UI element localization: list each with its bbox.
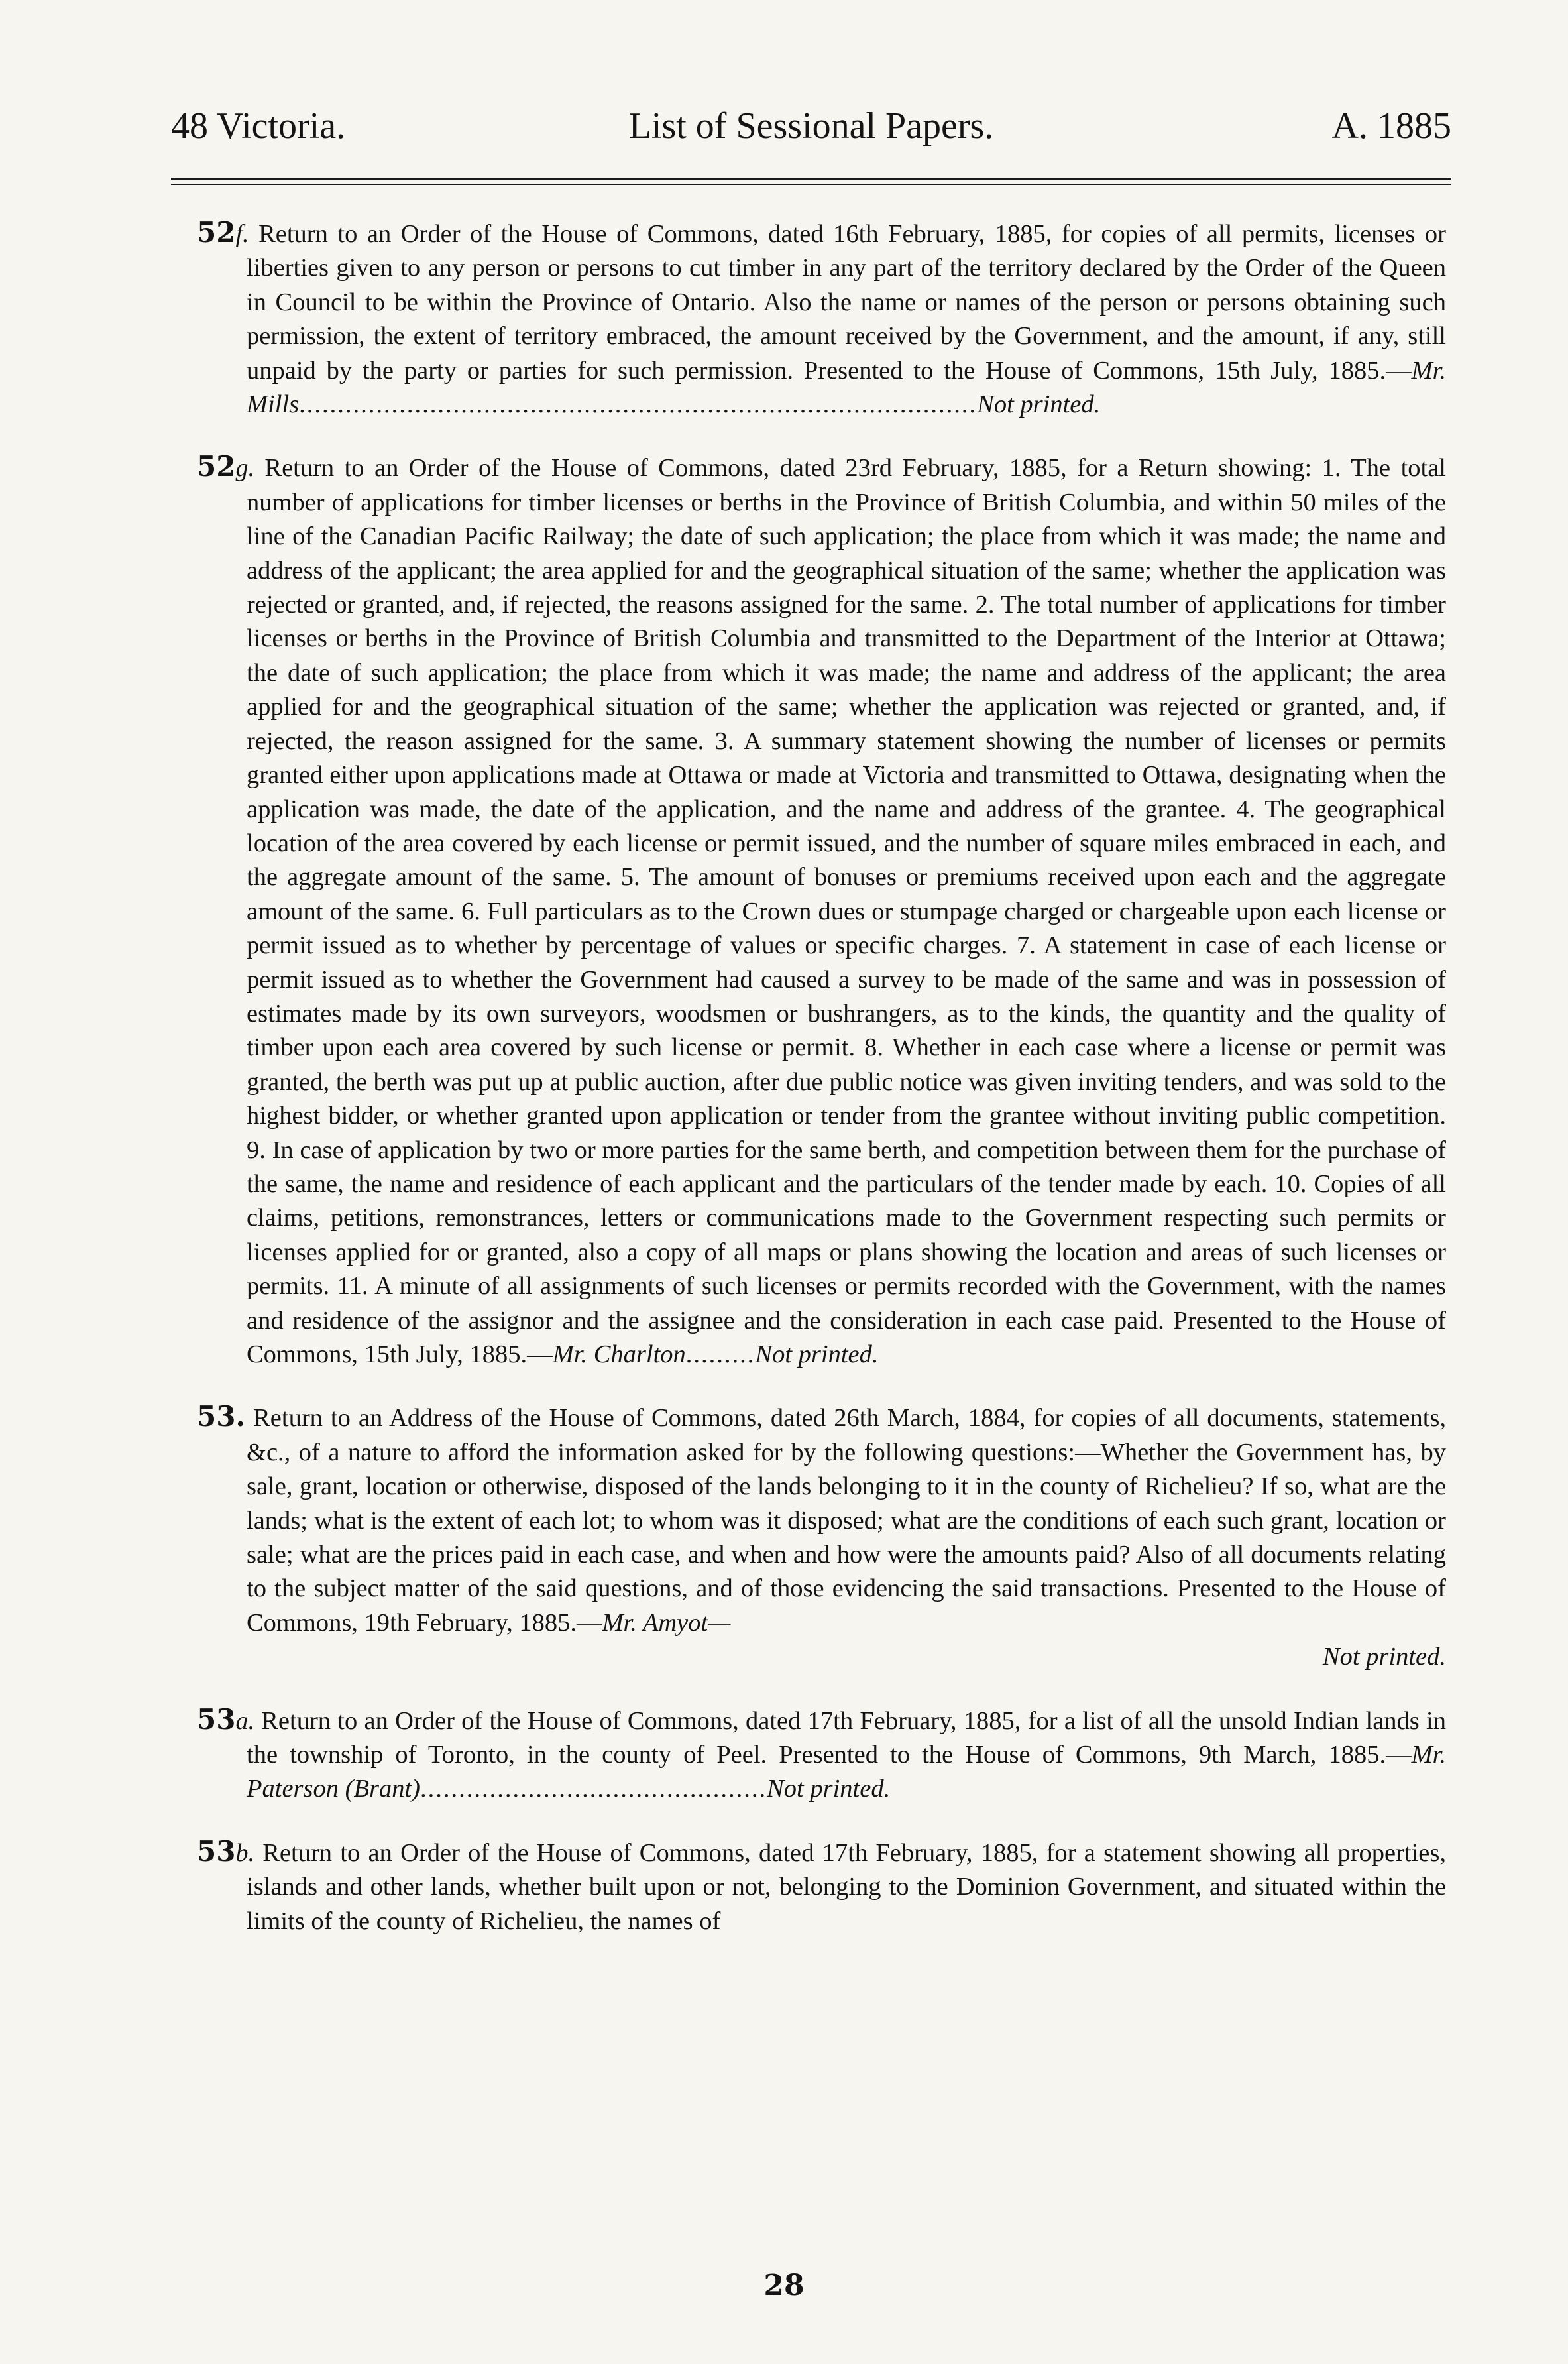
entry-paragraph xyxy=(197,1834,1447,1938)
leader-dots: ......... xyxy=(685,1340,756,1368)
entry-52f xyxy=(197,215,1447,422)
entry-53a xyxy=(197,1702,1446,1806)
header-title: List of Sessional Papers. xyxy=(628,105,994,147)
entry-52g xyxy=(197,449,1446,1372)
entry-number: 53. xyxy=(197,1400,246,1433)
leader-dots: ............................................. xyxy=(420,1775,767,1803)
entry-number: 52g. xyxy=(197,450,254,483)
entry-number: 53a. xyxy=(197,1702,254,1736)
entry-number: 53b. xyxy=(197,1834,254,1867)
entry-status: Not printed. xyxy=(1322,1643,1446,1671)
entry-mover: Mr. Amyot— xyxy=(602,1608,731,1637)
entry-text: Return to an Order of the House of Commons, dated 16th February, 1885, for copies of all permits, licenses or liberties given to any person or persons to cut timber in any part of the territory declared by the Order of the Queen in Council to be within the Province of Ontario. Also the name or names of the person or persons obtaining such permission, the extent of territory embraced, the amount received by the Government, and the amount, if any, still unpaid by the party or parties for such permission. Presented to the House of Commons, 15th July, 1885.— xyxy=(247,220,1447,384)
header-double-rule xyxy=(171,178,1451,185)
entry-text: Return to an Order of the House of Commons, dated 17th February, 1885, for a list of all the unsold Indian lands in the township of Toronto, in the county of Peel. Presented to the House of Commons, 9th March, 1885.— xyxy=(247,1706,1446,1769)
entry-number: 52f. xyxy=(197,216,249,249)
entry-paragraph xyxy=(197,215,1447,422)
entry-paragraph xyxy=(197,449,1446,1372)
entry-mover: Mr. Charlton xyxy=(552,1340,686,1368)
header-year: A. 1885 xyxy=(1331,105,1451,147)
entry-mover: Mr. Paterson (Brant) xyxy=(247,1741,1446,1803)
page-number: 28 xyxy=(763,2269,805,2302)
leader-dots: ........................................................................................ xyxy=(299,390,978,419)
entry-paragraph xyxy=(197,1399,1446,1674)
entry-mover: Mr. Mills xyxy=(247,356,1446,419)
entry-text: Return to an Order of the House of Commons, dated 17th February, 1885, for a statement showing all properties, islands and other lands, whether built upon or not, belonging to the Dominion Government, and situated within the limits of the county of Richelieu, the names of xyxy=(247,1838,1447,1935)
header-session: 48 Victoria. xyxy=(171,105,346,147)
entry-status: Not printed. xyxy=(977,390,1101,419)
entry-status: Not printed. xyxy=(767,1775,891,1803)
entry-status: Not printed. xyxy=(755,1340,879,1368)
entry-53 xyxy=(197,1399,1446,1674)
page-header xyxy=(171,99,1451,152)
entry-text: Return to an Address of the House of Commons, dated 26th March, 1884, for copies of all documents, statements, &c., of a nature to afford the information asked for by the following questions:—Whether the Government has, by sale, grant, location or otherwise, disposed of the lands belonging to it in the county of Richelieu? If so, what are the lands; what is the extent of each lot; to whom was it disposed; what are the conditions of each such grant, location or sale; what are the prices paid in each case, and when and how were the amounts paid? Also of all documents relating to the subject matter of the said questions, and of those evidencing the said transactions. Presented to the House of Commons, 19th February, 1885.— xyxy=(247,1404,1446,1637)
entry-paragraph xyxy=(197,1702,1446,1806)
entries-list xyxy=(197,215,1447,1966)
entry-text: Return to an Order of the House of Commons, dated 23rd February, 1885, for a Return showing: 1. The total number of applications for timber licenses or berths in the Province of British Columbia, and within 50 miles of the line of the Canadian Pacific Railway; the date of such application; the place from which it was made; the name and address of the applicant; the area applied for and the geographical situation of the same; whether the application was rejected or granted, and, if rejected, the reasons assigned for the same. 2. The total number of applications for timber licenses or berths in the Province of British Columbia and transmitted to the Department of the Interior at Ottawa; the date of such application; the place from which it was made; the name and address of the applicant; the area applied for and the geographical situation of the same; whether the application was rejected or granted, and, if rejected, the reason assigned for the same. 3. A summary statement showing the number of licenses or permits granted either upon applications made at Ottawa or made at Victoria and transmitted to Ottawa, designating when the application was made, the date of the application, and the name and address of the grantee. 4. The geographical location of the area covered by each license or permit issued, and the number of square miles embraced in each, and the aggregate amount of the same. 5. The amount of bonuses or premiums received upon each and the aggregate amount of the same. 6. Full particulars as to the Crown dues or stumpage charged or chargeable upon each license or permit issued as to whether by percentage of values or specific charges. 7. A statement in case of each license or permit issued as to whether the Government had caused a survey to be made of the same and was in possession of estimates made by its own surveyors, woodsmen or bushrangers, as to the kinds, the quantity and the quality of timber upon each area covered by such license or permit. 8. Whether in each case where a license or permit was granted, the berth was put up at public auction, after due public notice was given inviting tenders, and was sold to the highest bidder, or whether granted upon application or tender from the grantee without inviting public competition. 9. In case of application by two or more parties for the same berth, and competition between them for the purchase of the same, the name and residence of each applicant and the particulars of the tender made by each. 10. Copies of all claims, petitions, remonstrances, letters or communications made to the Government respecting such permits or licenses applied for or granted, also a copy of all maps or plans showing the location and areas of such licenses or permits. 11. A minute of all assignments of such licenses or permits recorded with the Government, with the names and residence of the assignor and the assignee and the consideration in each case paid. Presented to the House of Commons, 15th July, 1885.— xyxy=(247,454,1446,1368)
entry-53b xyxy=(197,1834,1447,1938)
